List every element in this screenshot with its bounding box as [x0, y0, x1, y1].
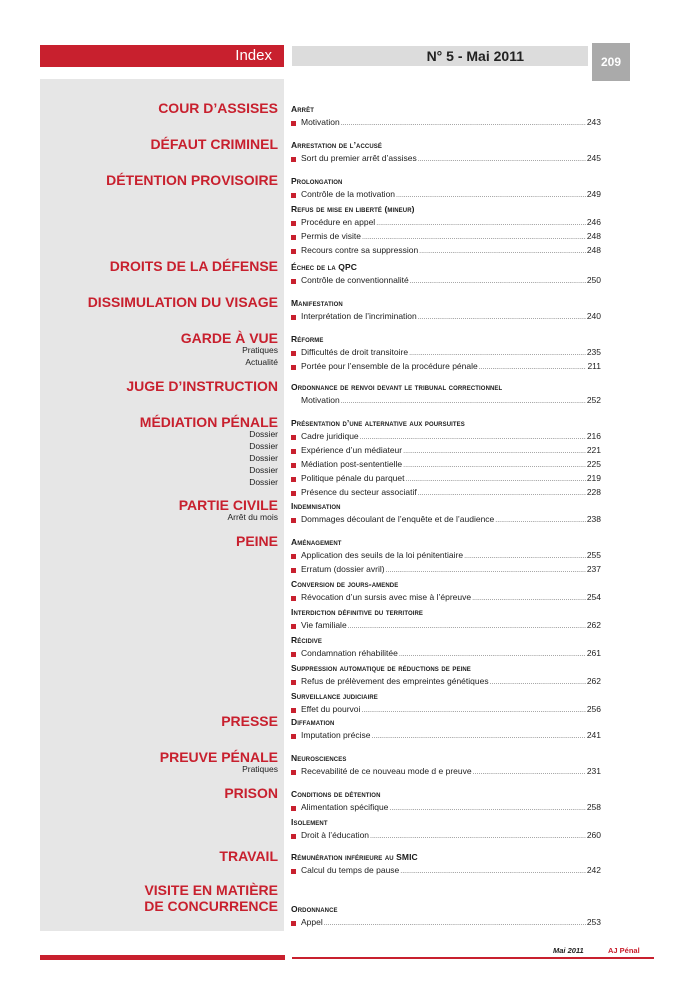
entry-page: 246 [586, 217, 601, 227]
bullet-square-icon [291, 193, 296, 198]
entry-text: Cadre juridique [301, 431, 359, 441]
entry-page: 261 [586, 648, 601, 658]
issue-label: N° 5 - Mai 2011 [426, 48, 524, 64]
dot-leader [464, 550, 586, 563]
entry-text: Motivation [301, 117, 340, 127]
entry-text: Politique pénale du parquet [301, 473, 405, 483]
category-line: DROITS DE LA DÉFENSE [109, 258, 278, 274]
subject-heading: Arrestation de l’accusé [291, 140, 382, 150]
entry-page: 228 [586, 487, 601, 497]
issue-banner [292, 46, 588, 66]
index-entries [291, 102, 601, 130]
dot-leader [399, 648, 586, 661]
category-line: GARDE À VUE [180, 330, 278, 346]
dot-leader [472, 592, 586, 605]
bullet-square-icon [291, 279, 296, 284]
entry-page: 252 [586, 395, 601, 405]
entry-text: Portée pour l’ensemble de la procédure pénale [301, 361, 478, 371]
index-entries [291, 535, 601, 717]
index-entry[interactable] [291, 486, 601, 500]
dot-leader [341, 395, 586, 408]
entry-text: Droit à l’éducation [301, 830, 370, 840]
index-entry[interactable] [291, 188, 601, 202]
subject-heading: Arrêt [291, 104, 314, 114]
dot-leader [371, 730, 585, 743]
subject-heading: Diffamation [291, 717, 335, 727]
category-line: MÉDIATION PÉNALE [139, 414, 278, 430]
index-entry[interactable] [291, 346, 601, 360]
dot-leader [409, 347, 586, 360]
index-entry[interactable] [291, 216, 601, 230]
dot-leader [490, 676, 586, 689]
subject-heading: Réforme [291, 334, 324, 344]
bullet-square-icon [291, 365, 296, 370]
entry-page: 231 [586, 766, 601, 776]
index-entry[interactable] [291, 430, 601, 444]
category-title [18, 378, 278, 394]
entry-page: 219 [586, 473, 601, 483]
bullet-square-icon [291, 624, 296, 629]
category-title [18, 136, 278, 152]
index-header-bar [40, 45, 284, 67]
entry-text: Recours contre sa suppression [301, 245, 419, 255]
subject-heading: Prolongation [291, 176, 343, 186]
category-subtitle: Actualité [245, 357, 278, 367]
entry-page: 256 [586, 704, 601, 714]
bullet-square-icon [291, 463, 296, 468]
bullet-square-icon [291, 921, 296, 926]
index-entries [291, 174, 601, 258]
index-entry[interactable] [291, 916, 601, 930]
index-entries [291, 787, 601, 843]
subject-heading: Interdiction définitive du territoire [291, 607, 424, 617]
bullet-square-icon [291, 351, 296, 356]
subject-heading: Conversion de jours-amende [291, 579, 399, 589]
entry-text: Recevabilité de ce nouveau mode d e preuve [301, 766, 472, 776]
entry-text: Difficultés de droit transitoire [301, 347, 409, 357]
bullet-square-icon [291, 157, 296, 162]
entry-text: Dommages découlant de l’enquête et de l’audience [301, 514, 495, 524]
dot-leader [418, 311, 586, 324]
footer-date: Mai 2011 [553, 946, 584, 955]
subject-heading: Ordonnance de renvoi devant le tribunal correctionnel [291, 382, 503, 392]
index-entries [291, 260, 601, 288]
entry-page: 249 [586, 189, 601, 199]
category-line: DISSIMULATION DU VISAGE [87, 294, 278, 310]
index-entries [291, 416, 601, 500]
entry-page: 260 [586, 830, 601, 840]
entry-page: 243 [586, 117, 601, 127]
bullet-square-icon [291, 221, 296, 226]
index-entry[interactable] [291, 310, 601, 324]
entry-page: 250 [586, 275, 601, 285]
category-title [18, 882, 278, 914]
category-subtitle: Pratiques [242, 345, 278, 355]
bullet-square-icon [291, 770, 296, 775]
category-line: PRISON [224, 785, 278, 801]
subject-heading: Suppression automatique de réductions de peine [291, 663, 471, 673]
subject-heading: Rémunération inférieure au SMIC [291, 852, 418, 862]
entry-text: Erratum (dossier avril) [301, 564, 385, 574]
entry-text: Alimentation spécifique [301, 802, 389, 812]
dot-leader [418, 153, 586, 166]
category-title [18, 713, 278, 729]
entry-page: 253 [586, 917, 601, 927]
entry-page: 248 [586, 245, 601, 255]
footer-brand: AJ Pénal [608, 946, 640, 955]
category-subtitle: Pratiques [242, 764, 278, 774]
bullet-square-icon [291, 518, 296, 523]
index-entry[interactable] [291, 591, 601, 605]
bullet-square-icon [291, 734, 296, 739]
bullet-square-icon [291, 680, 296, 685]
dot-leader [473, 766, 586, 779]
subject-heading: Manifestation [291, 298, 343, 308]
bullet-square-icon [291, 235, 296, 240]
category-line: TRAVAIL [219, 848, 278, 864]
category-title [18, 848, 278, 864]
entry-text: Imputation précise [301, 730, 371, 740]
category-title [18, 533, 278, 549]
category-line: PREUVE PÉNALE [159, 749, 278, 765]
bullet-square-icon [291, 121, 296, 126]
category-line: COUR D’ASSISES [158, 100, 278, 116]
index-entries [291, 499, 601, 527]
dot-leader [400, 865, 586, 878]
entry-page: 221 [586, 445, 601, 455]
index-entry[interactable] [291, 152, 601, 166]
index-title: Index [235, 47, 272, 64]
entry-text: Contrôle de conventionnalité [301, 275, 409, 285]
dot-leader [362, 231, 586, 244]
bullet-square-icon [291, 834, 296, 839]
dot-leader [324, 917, 586, 930]
category-title [18, 258, 278, 274]
category-subtitle: Dossier [249, 465, 278, 475]
entry-page: 254 [586, 592, 601, 602]
footer-bar [40, 955, 285, 960]
entry-page: 216 [586, 431, 601, 441]
dot-leader [479, 361, 587, 374]
index-entry[interactable] [291, 360, 601, 374]
dot-leader [396, 189, 586, 202]
entry-text: Application des seuils de la loi pénitentiaire [301, 550, 464, 560]
subject-heading: Ordonnance [291, 904, 338, 914]
subject-heading: Récidive [291, 635, 322, 645]
category-line: DÉFAUT CRIMINEL [150, 136, 278, 152]
category-subtitle: Dossier [249, 453, 278, 463]
category-title [18, 172, 278, 188]
index-entry[interactable] [291, 458, 601, 472]
entry-page: 211 [587, 361, 601, 371]
dot-leader [403, 445, 586, 458]
dot-leader [341, 117, 586, 130]
dot-leader [386, 564, 586, 577]
bullet-square-icon [291, 568, 296, 573]
index-entry[interactable] [291, 765, 601, 779]
bullet-square-icon [291, 491, 296, 496]
dot-leader [410, 275, 586, 288]
entry-page: 245 [586, 153, 601, 163]
entry-text: Contrôle de la motivation [301, 189, 396, 199]
index-entry[interactable] [291, 472, 601, 486]
entry-text: Procédure en appel [301, 217, 376, 227]
entry-text: Sort du premier arrêt d’assises [301, 153, 417, 163]
index-entries [291, 296, 601, 324]
index-entries [291, 138, 601, 166]
category-line: PEINE [235, 533, 278, 549]
dot-leader [376, 217, 586, 230]
dot-leader [419, 245, 586, 258]
category-line: PRESSE [221, 713, 278, 729]
subject-heading: Échec de la QPC [291, 262, 358, 272]
bullet-square-icon [291, 596, 296, 601]
entry-text: Vie familiale [301, 620, 347, 630]
entry-page: 255 [586, 550, 601, 560]
index-entry[interactable] [291, 647, 601, 661]
category-line: DE CONCURRENCE [144, 898, 278, 914]
subject-heading: Présentation d’une alternative aux poursuites [291, 418, 465, 428]
index-entries [291, 902, 601, 930]
index-entry[interactable] [291, 244, 601, 258]
category-title [18, 785, 278, 801]
entry-page: 237 [586, 564, 601, 574]
dot-leader [360, 431, 586, 444]
page-number-box [592, 43, 630, 81]
entry-text: Expérience d’un médiateur [301, 445, 403, 455]
bullet-square-icon [291, 477, 296, 482]
index-entry[interactable] [291, 829, 601, 843]
category-subtitle: Arrêt du mois [227, 512, 278, 522]
bullet-square-icon [291, 315, 296, 320]
subject-heading: Surveillance judiciaire [291, 691, 378, 701]
entry-text: Interprétation de l’incrimination [301, 311, 417, 321]
entry-text: Médiation post-sententielle [301, 459, 403, 469]
category-subtitle: Dossier [249, 477, 278, 487]
category-subtitle: Dossier [249, 441, 278, 451]
index-entry[interactable] [291, 513, 601, 527]
entry-text: Révocation d’un sursis avec mise à l’épreuve [301, 592, 472, 602]
dot-leader [403, 459, 586, 472]
dot-leader [406, 473, 586, 486]
entry-page: 262 [586, 620, 601, 630]
entry-text: Appel [301, 917, 323, 927]
category-subtitles [78, 763, 278, 775]
footer-rule [292, 957, 654, 959]
bullet-square-icon [291, 869, 296, 874]
index-entry[interactable] [291, 230, 601, 244]
category-line: JUGE D’INSTRUCTION [126, 378, 278, 394]
index-entry[interactable] [291, 549, 601, 563]
dot-leader [370, 830, 586, 843]
index-entry[interactable] [291, 274, 601, 288]
index-entries [291, 380, 601, 408]
entry-text: Permis de visite [301, 231, 361, 241]
index-entries [291, 332, 601, 374]
entry-page: 238 [586, 514, 601, 524]
bullet-square-icon [291, 652, 296, 657]
dot-leader [389, 802, 585, 815]
entry-page: 241 [586, 730, 601, 740]
category-title [18, 100, 278, 116]
category-line: VISITE EN MATIÈRE [144, 882, 278, 898]
index-entry[interactable] [291, 444, 601, 458]
entry-text: Effet du pourvoi [301, 704, 361, 714]
entry-page: 225 [586, 459, 601, 469]
bullet-square-icon [291, 708, 296, 713]
index-entries [291, 715, 601, 743]
entry-page: 240 [586, 311, 601, 321]
index-entry[interactable] [291, 864, 601, 878]
entry-text: Refus de prélèvement des empreintes génétiques [301, 676, 489, 686]
entry-page: 248 [586, 231, 601, 241]
category-subtitles [78, 428, 278, 488]
index-entry[interactable] [291, 116, 601, 130]
entry-text: Calcul du temps de pause [301, 865, 400, 875]
entry-text: Motivation [301, 395, 340, 405]
entry-text: Présence du secteur associatif [301, 487, 417, 497]
category-line: DÉTENTION PROVISOIRE [106, 172, 278, 188]
index-entry[interactable] [291, 619, 601, 633]
category-line: PARTIE CIVILE [178, 497, 278, 513]
category-subtitle: Dossier [249, 429, 278, 439]
subject-heading: Isolement [291, 817, 328, 827]
category-subtitles [78, 511, 278, 523]
page-number: 209 [600, 55, 622, 69]
category-title [18, 294, 278, 310]
entry-page: 258 [586, 802, 601, 812]
entry-page: 235 [586, 347, 601, 357]
dot-leader [495, 514, 586, 527]
index-entries [291, 850, 601, 878]
entry-text: Condamnation réhabilitée [301, 648, 398, 658]
subject-heading: Refus de mise en liberté (mineur) [291, 204, 415, 214]
bullet-square-icon [291, 249, 296, 254]
index-entry[interactable] [291, 801, 601, 815]
entry-page: 242 [586, 865, 601, 875]
category-subtitles [78, 344, 278, 368]
subject-heading: Indemnisation [291, 501, 341, 511]
entry-page: 262 [586, 676, 601, 686]
bullet-square-icon [291, 554, 296, 559]
subject-heading: Conditions de détention [291, 789, 381, 799]
index-entry[interactable] [291, 729, 601, 743]
dot-leader [348, 620, 586, 633]
index-entry[interactable] [291, 675, 601, 689]
subject-heading: Neurosciences [291, 753, 347, 763]
bullet-square-icon [291, 435, 296, 440]
index-entry[interactable] [291, 563, 601, 577]
index-entries [291, 751, 601, 779]
subject-heading: Aménagement [291, 537, 342, 547]
index-entry[interactable] [291, 394, 601, 408]
bullet-square-icon [291, 449, 296, 454]
bullet-square-icon [291, 806, 296, 811]
